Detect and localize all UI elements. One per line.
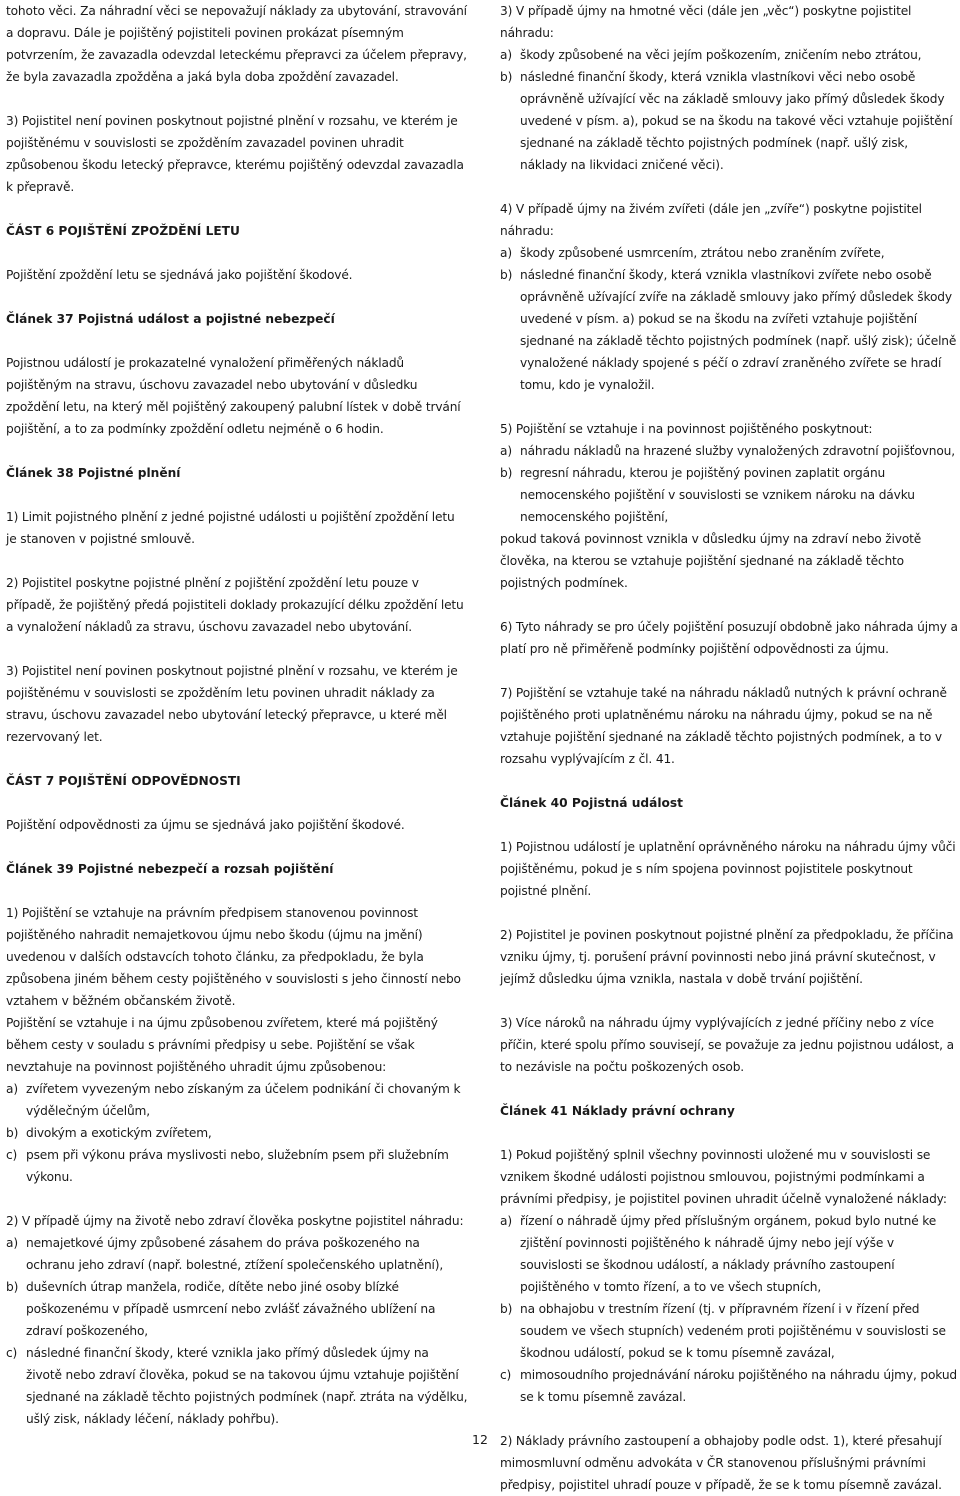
article-heading: Článek 40 Pojistná událost [500, 796, 683, 810]
paragraph: 1) Pojistnou událostí je uplatnění oprávněného nároku na náhradu újmy vůči pojištěnému, pokud je s ním spojena povinnost pojistitele poskytnout pojistné plnění. [500, 840, 956, 898]
list-item: c) psem při výkonu práva myslivosti nebo, služebním psem při služebním výkonu. [6, 1148, 449, 1184]
list-item: a) nemajetkové újmy způsobené zásahem do práva poškozeného na ochranu jeho zdraví (např. bolestné, ztížení společenského uplatnění), [6, 1236, 444, 1272]
paragraph: Pojistnou událostí je prokazatelné vynaložení přiměřených nákladů pojištěným na stravu, úschovu zavazadel nebo ubytování v důsledku zpoždění letu, na který měl pojištěný zakoupený palubní lístek v době trvání pojištění, a to za podmínky zpoždění odletu nejméně o 6 hodin. [6, 356, 461, 436]
list-item: b) regresní náhradu, kterou je pojištěný povinen zaplatit orgánu nemocenského pojištění v souvislosti se vznikem nároku na dávku nemocenského pojištění, [500, 466, 915, 524]
article-heading: Článek 38 Pojistné plnění [6, 466, 181, 480]
section-heading: ČÁST 7 POJIŠTĚNÍ ODPOVĚDNOSTI [6, 774, 241, 788]
paragraph: 3) V případě újmy na hmotné věci (dále jen „věc“) poskytne pojistitel náhradu: [500, 4, 912, 40]
article-heading: Článek 41 Náklady právní ochrany [500, 1104, 735, 1118]
list-item: a) zvířetem vyvezeným nebo získaným za účelem podnikání či chovaným k výdělečným účelům, [6, 1082, 461, 1118]
article-heading: Článek 39 Pojistné nebezpečí a rozsah pojištění [6, 862, 334, 876]
paragraph: 2) V případě újmy na životě nebo zdraví člověka poskytne pojistitel náhradu: [6, 1214, 464, 1228]
paragraph: 2) Pojistitel poskytne pojistné plnění z pojištění zpoždění letu pouze v případě, že pojištěný předá pojistiteli doklady prokazující délku zpoždění letu a vynaložení nákladů za stravu, úschovu zavazadel nebo ubytování. [6, 576, 464, 634]
list-item: b) na obhajobu v trestním řízení (tj. v přípravném řízení i v řízení před soudem ve všech stupních) vedeném proti pojištěnému v souvislosti se škodnou událostí, pokud se k tomu písemně zavázal, [500, 1302, 946, 1360]
list-item: a) škody způsobené na věci jejím poškozením, zničením nebo ztrátou, [500, 48, 922, 62]
paragraph: Pojištění odpovědnosti za újmu se sjednává jako pojištění škodové. [6, 818, 405, 832]
paragraph: 6) Tyto náhrady se pro účely pojištění posuzují obdobně jako náhrada újmy a platí pro ně přiměřeně podmínky pojištění odpovědnosti za újmu. [500, 620, 958, 656]
paragraph: pokud taková povinnost vznikla v důsledku újmy na zdraví nebo životě člověka, na kterou se vztahuje pojištění sjednané na základě těchto pojistných podmínek. [500, 532, 922, 590]
paragraph: 7) Pojištění se vztahuje také na náhradu nákladů nutných k právní ochraně pojištěného proti uplatněnému nároku na náhradu újmy, pokud se na ně vztahuje pojištění sjednané na základě těchto pojistných podmínek, a to v rozsahu vyplývajícím z čl. 41. [500, 686, 947, 766]
paragraph: 2) Náklady právního zastoupení a obhajoby podle odst. 1), které přesahují mimosmluvní odměnu advokáta v ČR stanovenou příslušnými právními předpisy, pojistitel uhradí pouze v případě, že se k tomu písemně zavázal. [500, 1434, 942, 1492]
list-item: c) následné finanční škody, které vznikla jako přímý důsledek újmy na životě nebo zdraví člověka, pokud se na takovou újmu vztahuje pojištění sjednané na základě těchto pojistných podmínek (např. ztráta na výdělku, ušlý zisk, náklady léčení, náklady pohřbu). [6, 1346, 468, 1426]
list-item: b) následné finanční škody, která vznikla vlastníkovi věci nebo osobě oprávněně užívající věc na základě smlouvy jako přímý důsledek škody uvedené v písm. a), pokud se na škodu na takové věci vztahuje pojištění sjednané na základě těchto pojistných podmínek (např. ušlý zisk, náklady na likvidaci zničené věci). [500, 70, 953, 172]
article-heading: Článek 37 Pojistná událost a pojistné nebezpečí [6, 312, 335, 326]
list-item: b) následné finanční škody, která vznikla vlastníkovi zvířete nebo osobě oprávněně užívající zvíře na základě smlouvy jako přímý důsledek škody uvedené v písm. a) pokud se na škodu na zvířeti vztahuje pojištění sjednané na základě těchto pojistných podmínek (např. ušlý zisk); účelně vynaložené náklady spojené s péčí o zdraví zraněného zvířete se hradí tomu, kdo je vynaložil. [500, 268, 957, 392]
list-item: b) divokým a exotickým zvířetem, [6, 1126, 212, 1140]
page-number: 12 [472, 1432, 488, 1447]
paragraph: 2) Pojistitel je povinen poskytnout pojistné plnění za předpokladu, že příčina vzniku újmy, tj. porušení právní povinnosti nebo jiná právní skutečnost, v jejímž důsledku újma vznikla, nastala v době trvání pojištění. [500, 928, 954, 986]
section-heading: ČÁST 6 POJIŠTĚNÍ ZPOŽDĚNÍ LETU [6, 224, 240, 238]
left-column [6, 0, 468, 1430]
list-item: a) náhradu nákladů na hrazené služby vynaložených zdravotní pojišťovnou, [500, 444, 955, 458]
paragraph: tohoto věci. Za náhradní věci se nepovažují náklady za ubytování, stravování a dopravu. Dále je pojištěný pojistiteli povinen prokázat písemným potvrzením, že zavazadla odevzdal leteckému přepravci za účelem přepravy, že byla zavazadla zpožděna a jaká byla doba zpoždění zavazadel. [6, 4, 467, 84]
list-item: a) řízení o náhradě újmy před příslušným orgánem, pokud bylo nutné ke zjištění povinnosti pojištěného k náhradě újmy nebo její výše v souvislosti se škodnou událostí, a náklady právního zastoupení pojištěného v tomto řízení, a to ve všech stupních, [500, 1214, 937, 1294]
list-item: b) duševních útrap manžela, rodiče, dítěte nebo jiné osoby blízké poškozenému v případě usmrcení nebo zvlášť závažného ublížení na zdraví poškozeného, [6, 1280, 436, 1338]
paragraph: 3) Pojistitel není povinen poskytnout pojistné plnění v rozsahu, ve kterém je pojištěnému v souvislosti se zpožděním zavazadel povinen uhradit způsobenou škodu letecký přepravce, kterému pojištěný odevzdal zavazadla k přepravě. [6, 114, 464, 194]
paragraph: 1) Pokud pojištěný splnil všechny povinnosti uložené mu v souvislosti se vznikem škodné události pojistnou smlouvou, pojistnými podmínkami a právními předpisy, je pojistitel povinen uhradit účelně vynaložené náklady: [500, 1148, 947, 1206]
list-item: c) mimosoudního projednávání nároku pojištěného na náhradu újmy, pokud se k tomu písemně zavázal. [500, 1368, 958, 1404]
paragraph: 3) Více nároků na náhradu újmy vyplývajících z jedné příčiny nebo z více příčin, které spolu přímo souvisejí, se považuje za jednu pojistnou událost, a to nezávisle na počtu poškozených osob. [500, 1016, 954, 1074]
list-item: a) škody způsobené usmrcením, ztrátou nebo zraněním zvířete, [500, 246, 885, 260]
paragraph: Pojištění se vztahuje i na újmu způsobenou zvířetem, které má pojištěný během cesty v souladu s právními předpisy u sebe. Pojištění se však nevztahuje na povinnost pojištěného uhradit újmu způsobenou: [6, 1016, 438, 1074]
paragraph: 1) Pojištění se vztahuje na právním předpisem stanovenou povinnost pojištěného nahradit nemajetkovou újmu nebo škodu (újmu na jmění) uvedenou v dalších odstavcích tohoto článku, za předpokladu, že byla způsobena jiném během cesty pojištěného v souvislosti s jeho činností nebo vztahem v běžném občanském životě. [6, 906, 461, 1008]
paragraph: 5) Pojištění se vztahuje i na povinnost pojištěného poskytnout: [500, 422, 873, 436]
paragraph: 1) Limit pojistného plnění z jedné pojistné události u pojištění zpoždění letu je stanoven v pojistné smlouvě. [6, 510, 455, 546]
paragraph: 4) V případě újmy na živém zvířeti (dále jen „zvíře“) poskytne pojistitel náhradu: [500, 202, 922, 238]
paragraph: Pojištění zpoždění letu se sjednává jako pojištění škodové. [6, 268, 353, 282]
right-column [500, 0, 958, 1496]
paragraph: 3) Pojistitel není povinen poskytnout pojistné plnění v rozsahu, ve kterém je pojištěnému v souvislosti se zpožděním letu povinen uhradit náklady za stravu, úschovu zavazadel nebo ubytování letecký přepravce, u které měl rezervovaný let. [6, 664, 458, 744]
